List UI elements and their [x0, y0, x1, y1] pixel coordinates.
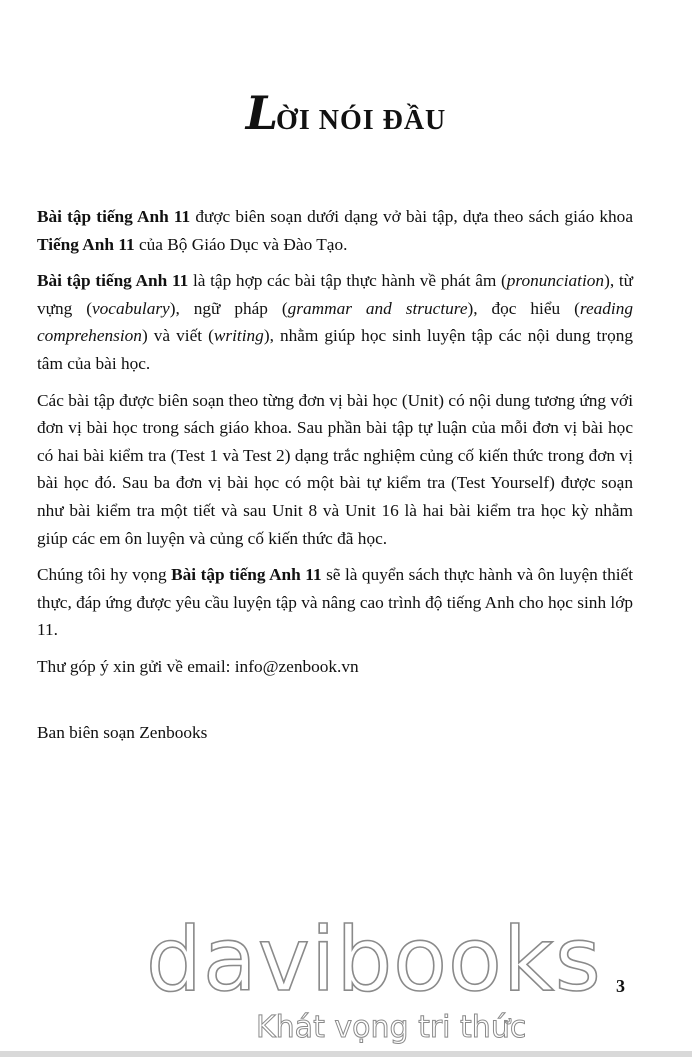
paragraph-contents — [37, 267, 633, 377]
text-run: của Bộ Giáo Dục và Đào Tạo. — [134, 234, 348, 254]
scan-bottom-edge — [0, 1051, 692, 1057]
text-run: ) và viết ( — [141, 326, 214, 346]
title-decorative-initial: L — [245, 86, 277, 140]
text-run: sẽ là quyển sách thực hành và ôn luyện thiết thực, đáp ứng được yêu cầu luyện tập và nâng cao trình độ tiếng Anh cho học sinh lớp 11. — [37, 565, 634, 640]
signature: Ban biên soạn Zenbooks — [37, 722, 208, 742]
book-title-bold: Bài tập tiếng Anh 11 — [171, 565, 322, 585]
text-run: được biên soạn dưới dạng vở bài tập, dựa theo sách giáo khoa — [190, 207, 633, 226]
paragraph-hope — [37, 561, 633, 644]
page-number: 3 — [616, 976, 625, 996]
book-title-bold: Bài tập tiếng Anh 11 — [37, 207, 191, 226]
paragraph-intro — [37, 203, 633, 258]
text-run: ), ngữ pháp ( — [169, 298, 288, 318]
text-run: Chúng tôi hy vọng — [37, 565, 172, 585]
paragraph-structure: Các bài tập được biên soạn theo từng đơn vị bài học (Unit) có nội dung tương ứng với đơn vị bài học trong sách giáo khoa. Sau phần bài tập tự luận của mỗi đơn vị bài học có hai bài kiểm tra (Test 1 và Test 2) dạng trắc nghiệm củng cố kiến thức trong đơn vị bài học đó. Sau ba đơn vị bài học có một bài tự kiểm tra (Test Yourself) được soạn như bài kiểm tra một tiết và sau Unit 8 và Unit 16 là hai bài kiểm tra học kỳ nhằm giúp các em ôn luyện và củng cố kiến thức đã học. — [37, 390, 633, 548]
watermark-logo: davibooks — [146, 908, 602, 1011]
term-italic: grammar and structure — [287, 298, 468, 318]
term-italic: reading comprehension — [37, 298, 633, 346]
text-run: là tập hợp các bài tập thực hành về phát âm ( — [188, 271, 507, 291]
title-text: ỜI NÓI ĐẦU — [276, 105, 447, 136]
book-title-bold: Bài tập tiếng Anh 11 — [37, 271, 189, 291]
textbook-title-bold: Tiếng Anh 11 — [37, 234, 135, 254]
page-title — [0, 86, 692, 140]
text-run: ), đọc hiểu ( — [467, 298, 580, 318]
text-run: ), từ vựng ( — [37, 271, 633, 318]
watermark-slogan: Khát vọng tri thức — [256, 1010, 527, 1045]
term-italic: vocabulary — [91, 298, 170, 318]
term-italic: pronunciation — [506, 271, 605, 291]
feedback-email-line: Thư góp ý xin gửi về email: info@zenbook.vn — [37, 656, 359, 676]
preface-body — [37, 203, 633, 755]
term-italic: writing — [213, 326, 264, 346]
text-run: ), nhằm giúp học sinh luyện tập các nội dung trọng tâm của bài học. — [37, 326, 633, 373]
